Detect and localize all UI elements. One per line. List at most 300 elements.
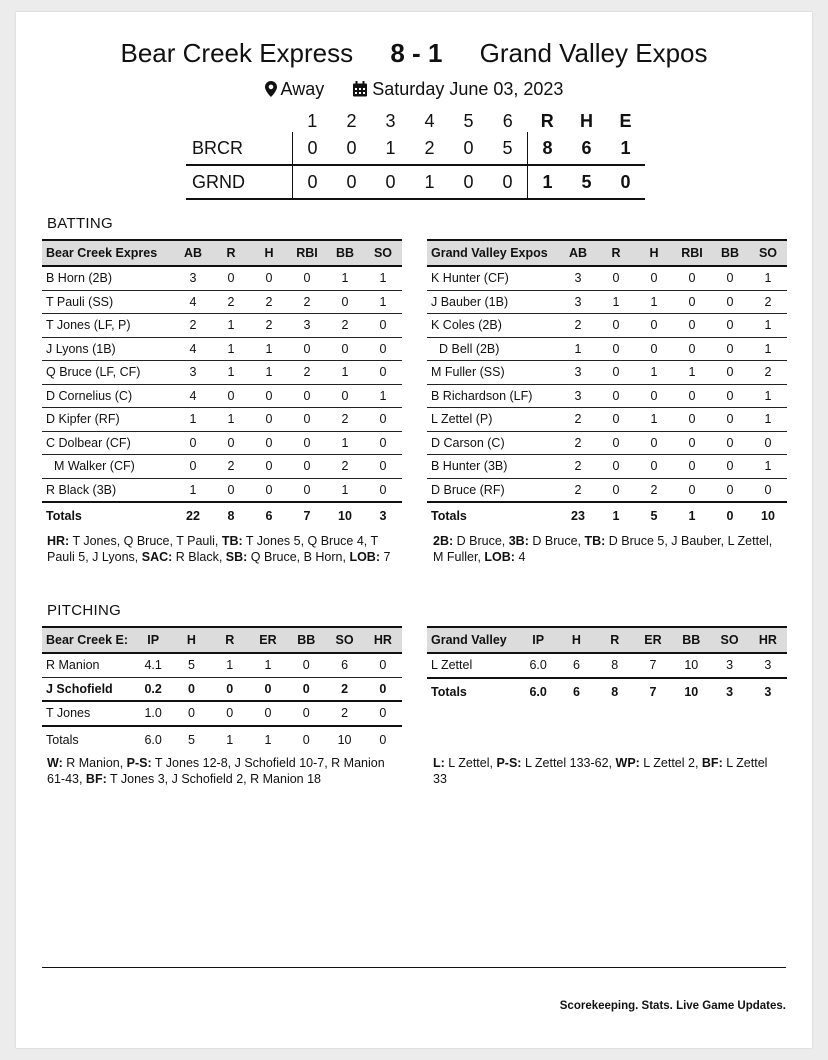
player-name: C Dolbear (CF)	[42, 431, 174, 455]
stat-column-header: IP	[519, 627, 557, 653]
total-runs: 8	[528, 132, 568, 165]
stat-cell: 1	[749, 408, 787, 432]
stat-cell: 2	[326, 314, 364, 338]
stat-cell: 0	[288, 455, 326, 479]
stat-cell: 2	[174, 314, 212, 338]
stat-cell: 1	[326, 266, 364, 290]
stat-column-header: SO	[325, 627, 363, 653]
totals-label: Totals	[431, 509, 467, 523]
stat-cell: 0	[673, 431, 711, 455]
stat-cell: 0	[711, 266, 749, 290]
player-name: J Bauber (1B)	[427, 290, 559, 314]
note-key: SB:	[225, 549, 248, 564]
stat-cell: 1	[174, 478, 212, 502]
hits-header: H	[580, 110, 593, 131]
note-key: LOB:	[484, 549, 515, 564]
table-header-row	[42, 627, 402, 653]
stat-cell: 0	[288, 266, 326, 290]
stat-cell: 1	[635, 408, 673, 432]
stat-cell: 5	[172, 653, 210, 677]
stat-cell: 3	[559, 384, 597, 408]
table-header-row	[42, 240, 402, 266]
inning-runs: 0	[332, 165, 371, 199]
player-name: K Hunter (CF)	[427, 266, 559, 290]
inning-runs: 2	[410, 132, 449, 165]
stat-cell: 2	[559, 478, 597, 502]
stat-cell: 0	[711, 384, 749, 408]
stat-cell: 0	[212, 266, 250, 290]
stat-cell: 0	[288, 478, 326, 502]
stat-column-header: RBI	[288, 240, 326, 266]
table-header-row	[427, 240, 787, 266]
stat-cell: 0	[364, 337, 402, 361]
note-value: R Manion,	[62, 756, 127, 770]
stat-cell: 1	[364, 384, 402, 408]
stat-column-header: H	[635, 240, 673, 266]
totals-cell: 8	[611, 684, 619, 699]
stat-column-header: HR	[749, 627, 787, 653]
inning-runs: 0	[449, 132, 488, 165]
totals-label: Totals	[46, 509, 82, 523]
stat-column-header: H	[557, 627, 595, 653]
stat-cell: 0	[288, 337, 326, 361]
note-value: D Bruce 5, J Bauber, L Zettel, M Fuller,	[433, 534, 776, 564]
stat-cell: 1	[364, 266, 402, 290]
stat-cell: 0	[250, 266, 288, 290]
note-value: L Zettel 33	[433, 756, 771, 786]
player-row	[427, 337, 787, 361]
stat-cell: 0	[326, 384, 364, 408]
stat-cell: 1	[749, 314, 787, 338]
total-errors: 1	[606, 132, 645, 165]
stat-cell: 0	[364, 408, 402, 432]
stat-cell: 3	[710, 653, 748, 678]
stat-cell: 1	[597, 290, 635, 314]
stat-column-header: R	[596, 627, 634, 653]
stat-column-header: H	[250, 240, 288, 266]
stat-column-header: BB	[287, 627, 325, 653]
stat-cell: 0	[597, 337, 635, 361]
stat-cell: 0	[212, 431, 250, 455]
note-key: TB:	[584, 534, 606, 548]
stat-cell: 0	[250, 478, 288, 502]
note-key: P-S:	[496, 756, 522, 770]
stat-cell: 6	[325, 653, 363, 677]
stat-cell: 0	[250, 384, 288, 408]
player-name: T Jones	[42, 701, 134, 726]
inning-runs: 0	[449, 165, 488, 199]
stat-cell: 0	[635, 431, 673, 455]
team-column-header: Grand Valley	[427, 627, 519, 653]
inning-runs: 0	[293, 132, 333, 165]
stat-cell: 0	[288, 384, 326, 408]
stat-column-header: R	[212, 240, 250, 266]
line-score-row-away	[186, 165, 645, 199]
inning-runs: 1	[371, 132, 410, 165]
player-name: K Coles (2B)	[427, 314, 559, 338]
player-name: T Jones (LF, P)	[42, 314, 174, 338]
stat-cell: 2	[325, 677, 363, 701]
note-key: TB:	[221, 534, 243, 548]
game-meta	[16, 79, 812, 102]
stat-cell: 1	[635, 290, 673, 314]
stat-cell: 0	[287, 677, 325, 701]
totals-cell: 1	[612, 509, 620, 523]
stat-column-header: ER	[634, 627, 672, 653]
team-abbrev: BRCR	[186, 132, 293, 165]
scorebook-page	[16, 12, 812, 1048]
totals-cell: 8	[227, 509, 235, 523]
player-name: B Hunter (3B)	[427, 455, 559, 479]
stat-cell: 0	[597, 431, 635, 455]
totals-cell: 0	[379, 732, 387, 747]
totals-cell: 10	[761, 509, 775, 523]
stat-cell: 0	[597, 455, 635, 479]
player-row	[427, 455, 787, 479]
stat-cell: 1	[250, 337, 288, 361]
player-row	[427, 361, 787, 385]
player-name: D Bruce (RF)	[427, 478, 559, 502]
total-hits: 5	[567, 165, 606, 199]
stat-cell: 0	[635, 455, 673, 479]
player-name: D Kipfer (RF)	[42, 408, 174, 432]
stat-cell: 2	[559, 314, 597, 338]
stat-cell: 2	[212, 455, 250, 479]
stat-cell: 0	[250, 455, 288, 479]
stat-cell: 2	[749, 361, 787, 385]
stat-cell: 1.0	[134, 701, 172, 726]
stat-cell: 0	[364, 653, 402, 677]
stat-column-header: SO	[364, 240, 402, 266]
pitching-notes-home	[47, 756, 397, 787]
player-name: J Lyons (1B)	[42, 337, 174, 361]
stat-cell: 0	[364, 431, 402, 455]
stat-cell: 0	[597, 384, 635, 408]
player-row	[427, 478, 787, 502]
stat-cell: 1	[326, 478, 364, 502]
note-key: 3B:	[508, 534, 529, 548]
note-value: 4	[514, 549, 526, 564]
stat-cell: 4	[174, 337, 212, 361]
player-row	[42, 337, 402, 361]
stat-cell: 0.2	[134, 677, 172, 701]
note-value: L Zettel 133-62,	[521, 756, 616, 770]
total-hits: 6	[567, 132, 606, 165]
stat-cell: 10	[672, 653, 710, 678]
note-value: Q Bruce, B Horn,	[247, 549, 350, 564]
game-date: Saturday June 03, 2023	[372, 79, 564, 99]
player-row	[427, 653, 787, 678]
inning-header: 5	[463, 110, 474, 131]
stat-cell: 0	[711, 337, 749, 361]
final-score: 8 - 1	[390, 38, 443, 68]
stat-cell: 1	[364, 290, 402, 314]
player-row	[427, 314, 787, 338]
stat-cell: 0	[364, 361, 402, 385]
stat-cell: 1	[749, 266, 787, 290]
total-runs: 1	[528, 165, 568, 199]
totals-cell: 7	[649, 684, 657, 699]
stat-cell: 0	[711, 361, 749, 385]
note-key: P-S:	[126, 756, 152, 770]
player-name: Q Bruce (LF, CF)	[42, 361, 174, 385]
stat-cell: 0	[673, 478, 711, 502]
totals-cell: 1	[688, 509, 696, 523]
stat-cell: 6.0	[519, 653, 557, 678]
player-row	[427, 431, 787, 455]
player-name: B Horn (2B)	[42, 266, 174, 290]
away-team-name: Grand Valley Expos	[479, 38, 708, 68]
stat-cell: 2	[559, 431, 597, 455]
stat-cell: 0	[597, 314, 635, 338]
stat-cell: 0	[635, 384, 673, 408]
stat-cell: 1	[326, 361, 364, 385]
stat-cell: 0	[711, 408, 749, 432]
totals-row	[42, 726, 402, 753]
inning-runs: 0	[371, 165, 410, 199]
stat-cell: 0	[172, 677, 210, 701]
stat-cell: 1	[250, 361, 288, 385]
stat-column-header: R	[597, 240, 635, 266]
stat-cell: 1	[326, 431, 364, 455]
stat-cell: 1	[212, 361, 250, 385]
player-row	[42, 677, 402, 701]
stat-cell: 4.1	[134, 653, 172, 677]
stat-cell: 0	[749, 478, 787, 502]
stat-cell: 1	[749, 455, 787, 479]
stat-column-header: BB	[326, 240, 364, 266]
inning-header: 6	[502, 110, 513, 131]
stat-cell: 0	[711, 478, 749, 502]
stat-cell: 0	[635, 266, 673, 290]
stat-cell: 2	[325, 701, 363, 726]
stat-cell: 3	[174, 361, 212, 385]
inning-runs: 0	[488, 165, 528, 199]
totals-cell: 7	[303, 509, 311, 523]
totals-cell: 0	[302, 732, 310, 747]
stat-cell: 1	[559, 337, 597, 361]
note-key: LOB:	[349, 549, 381, 564]
stat-cell: 1	[635, 361, 673, 385]
line-score-header	[186, 110, 645, 132]
line-score-row-home	[186, 132, 645, 165]
stat-cell: 0	[597, 408, 635, 432]
totals-cell: 1	[264, 732, 272, 747]
stat-column-header: R	[211, 627, 249, 653]
stat-cell: 0	[174, 431, 212, 455]
stat-column-header: AB	[559, 240, 597, 266]
batting-notes-home	[47, 534, 397, 565]
stat-cell: 2	[635, 478, 673, 502]
totals-row	[427, 502, 787, 529]
player-name: L Zettel	[427, 653, 519, 678]
totals-cell: 6.0	[144, 732, 162, 747]
location-label: Away	[280, 79, 325, 99]
inning-header: 2	[346, 110, 357, 131]
totals-row	[427, 678, 787, 705]
stat-cell: 2	[288, 290, 326, 314]
note-key: W:	[47, 756, 63, 770]
stat-cell: 0	[288, 431, 326, 455]
team-column-header: Grand Valley Expos	[427, 240, 559, 266]
stat-cell: 3	[559, 361, 597, 385]
calendar-icon	[352, 81, 368, 102]
stat-cell: 0	[287, 701, 325, 726]
stat-cell: 3	[559, 290, 597, 314]
player-row	[427, 266, 787, 290]
line-score-table	[186, 110, 645, 200]
stat-cell: 0	[364, 314, 402, 338]
note-key: 2B:	[433, 534, 454, 548]
player-row	[42, 384, 402, 408]
stat-column-header: RBI	[673, 240, 711, 266]
player-row	[427, 290, 787, 314]
stat-cell: 0	[673, 408, 711, 432]
stat-cell: 0	[673, 455, 711, 479]
player-name: R Manion	[42, 653, 134, 677]
stat-cell: 0	[364, 677, 402, 701]
player-row	[42, 408, 402, 432]
player-name: T Pauli (SS)	[42, 290, 174, 314]
stat-cell: 3	[174, 266, 212, 290]
note-value: D Bruce,	[528, 534, 585, 548]
stat-cell: 7	[634, 653, 672, 678]
note-value: 7	[380, 549, 391, 564]
footer-divider	[42, 967, 786, 968]
stat-column-header: SO	[710, 627, 748, 653]
player-row	[42, 701, 402, 726]
stat-cell: 1	[749, 337, 787, 361]
note-key: WP:	[615, 756, 640, 770]
inning-runs: 1	[410, 165, 449, 199]
inning-runs: 5	[488, 132, 528, 165]
player-row	[42, 290, 402, 314]
stat-cell: 2	[749, 290, 787, 314]
stat-cell: 1	[249, 653, 287, 677]
note-value: R Black,	[172, 549, 226, 564]
team-abbrev: GRND	[186, 165, 293, 199]
pitching-notes-away	[433, 756, 783, 787]
totals-cell: 10	[337, 732, 352, 747]
stat-cell: 0	[212, 478, 250, 502]
team-column-header: Bear Creek E:	[42, 627, 134, 653]
stat-cell: 3	[288, 314, 326, 338]
team-column-header: Bear Creek Expres	[42, 240, 174, 266]
player-row	[42, 653, 402, 677]
stat-cell: 0	[172, 701, 210, 726]
totals-label: Totals	[46, 732, 79, 747]
stat-cell: 0	[711, 431, 749, 455]
stat-cell: 0	[364, 701, 402, 726]
player-name: J Schofield	[42, 677, 134, 701]
stat-column-header: AB	[174, 240, 212, 266]
stat-cell: 0	[250, 408, 288, 432]
totals-cell: 5	[650, 509, 658, 523]
stat-cell: 0	[211, 677, 249, 701]
totals-cell: 0	[726, 509, 734, 523]
totals-cell: 6.0	[529, 684, 547, 699]
stat-cell: 1	[673, 361, 711, 385]
stat-cell: 6	[557, 653, 595, 678]
totals-row	[42, 502, 402, 529]
stat-cell: 2	[250, 290, 288, 314]
stat-cell: 0	[597, 361, 635, 385]
stat-cell: 0	[673, 337, 711, 361]
stat-cell: 0	[597, 478, 635, 502]
note-value: L Zettel,	[444, 756, 497, 770]
stat-cell: 0	[673, 314, 711, 338]
map-pin-icon	[265, 81, 277, 102]
player-name: M Walker (CF)	[42, 455, 174, 479]
totals-cell: 3	[379, 509, 387, 523]
stat-column-header: HR	[364, 627, 402, 653]
stat-column-header: BB	[672, 627, 710, 653]
home-team-name: Bear Creek Express	[120, 38, 354, 68]
inning-runs: 0	[293, 165, 333, 199]
stat-cell: 2	[250, 314, 288, 338]
footer-tagline: Scorekeeping. Stats. Live Game Updates.	[559, 1000, 786, 1012]
batting-table-away	[427, 239, 787, 529]
note-value: T Jones, Q Bruce, T Pauli,	[69, 534, 222, 548]
stat-cell: 0	[673, 290, 711, 314]
stat-column-header: ER	[249, 627, 287, 653]
player-name: D Carson (C)	[427, 431, 559, 455]
stat-cell: 2	[559, 455, 597, 479]
player-row	[42, 266, 402, 290]
table-header-row	[427, 627, 787, 653]
stat-cell: 0	[326, 290, 364, 314]
player-name: D Cornelius (C)	[42, 384, 174, 408]
player-row	[42, 478, 402, 502]
note-value: T Jones 12-8, J Schofield 10-7, R Manion 61-43,	[47, 756, 389, 786]
stat-cell: 0	[326, 337, 364, 361]
stat-column-header: H	[172, 627, 210, 653]
batting-notes-away	[433, 534, 783, 565]
player-row	[42, 455, 402, 479]
note-value: T Jones 5, Q Bruce 4, T Pauli 5, J Lyons,	[47, 534, 382, 564]
stat-cell: 1	[749, 384, 787, 408]
inning-header: 4	[424, 110, 435, 131]
player-name: D Bell (2B)	[427, 337, 559, 361]
stat-cell: 0	[249, 701, 287, 726]
stat-column-header: BB	[711, 240, 749, 266]
player-row	[427, 384, 787, 408]
note-key: BF:	[701, 756, 723, 770]
stat-cell: 0	[597, 266, 635, 290]
pitching-section-title: PITCHING	[47, 602, 122, 619]
stat-cell: 0	[711, 314, 749, 338]
stat-cell: 0	[673, 384, 711, 408]
stat-cell: 0	[249, 677, 287, 701]
stat-cell: 4	[174, 384, 212, 408]
stat-cell: 0	[288, 408, 326, 432]
stat-cell: 1	[211, 653, 249, 677]
stat-cell: 1	[212, 408, 250, 432]
stat-cell: 0	[711, 455, 749, 479]
stat-cell: 0	[212, 384, 250, 408]
game-header	[16, 38, 812, 69]
player-row	[42, 314, 402, 338]
player-row	[427, 408, 787, 432]
totals-cell: 23	[571, 509, 585, 523]
stat-cell: 0	[711, 290, 749, 314]
player-row	[42, 431, 402, 455]
stat-cell: 3	[559, 266, 597, 290]
batting-table-home	[42, 239, 402, 529]
stat-cell: 0	[364, 455, 402, 479]
stat-cell: 1	[212, 337, 250, 361]
stat-cell: 0	[250, 431, 288, 455]
